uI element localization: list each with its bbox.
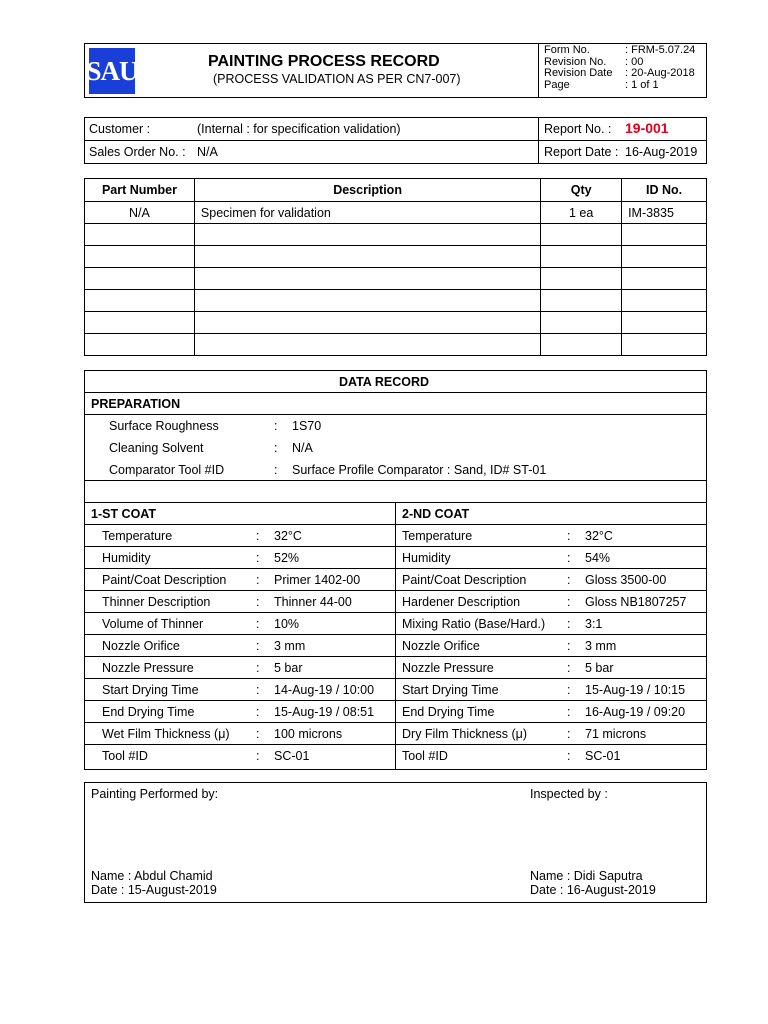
coat1-value: 10% (274, 617, 300, 631)
coat1-value: Thinner 44-00 (274, 595, 352, 609)
table-row (85, 224, 707, 246)
coat1-label: Humidity (102, 551, 151, 565)
coat2-colon: : (567, 727, 571, 741)
parts-cell (85, 334, 195, 356)
coat1-label: Thinner Description (102, 595, 211, 609)
preparation-divider (84, 414, 707, 415)
performed-by-date: Date : 15-August-2019 (91, 883, 217, 897)
parts-cell (85, 268, 195, 290)
table-row (85, 246, 707, 268)
parts-cell (622, 290, 707, 312)
parts-cell (622, 312, 707, 334)
coat2-value: SC-01 (585, 749, 621, 763)
coat2-colon: : (567, 749, 571, 763)
coat2-label: Nozzle Orifice (402, 639, 480, 653)
parts-header-row (85, 179, 707, 202)
coat2-label: Tool #ID (402, 749, 448, 763)
report-no-value: 19-001 (625, 120, 669, 136)
coat1-label: Start Drying Time (102, 683, 199, 697)
coat-row-divider (84, 656, 707, 657)
meta-value: : FRM-5.07.24 (625, 44, 696, 56)
coat-row-divider (84, 634, 707, 635)
meta-label: Page (544, 78, 570, 91)
coat-row-divider (84, 722, 707, 723)
company-logo (86, 48, 138, 94)
prep-value: N/A (292, 441, 313, 455)
coat-row-divider (84, 546, 707, 547)
prep-value: 1S70 (292, 419, 322, 433)
coat2-colon: : (567, 683, 571, 697)
meta-value: : 20-Aug-2018 (625, 67, 695, 79)
report-date-label: Report Date : (544, 145, 619, 159)
coat2-label: Hardener Description (402, 595, 521, 609)
coat1-value: Primer 1402-00 (274, 573, 361, 587)
table-row (85, 312, 707, 334)
coat1-colon: : (256, 639, 260, 653)
parts-cell (541, 312, 622, 334)
coat2-title: 2-ND COAT (402, 507, 470, 521)
form-title: PAINTING PROCESS RECORD (208, 53, 440, 70)
coat2-value: 54% (585, 551, 611, 565)
coat2-colon: : (567, 551, 571, 565)
info-col-divider (538, 117, 539, 164)
parts-header-cell: Qty (541, 179, 622, 202)
logo-text: SAU (86, 55, 138, 86)
coat1-colon: : (256, 573, 260, 587)
coat1-label: Temperature (102, 529, 173, 543)
coat1-value: 52% (274, 551, 300, 565)
data-record-title: DATA RECORD (338, 375, 430, 389)
coat2-colon: : (567, 595, 571, 609)
coat2-value: Gloss 3500-00 (585, 573, 667, 587)
parts-cell: 1 ea (541, 202, 622, 224)
coat1-value: SC-01 (274, 749, 310, 763)
coat2-value: 16-Aug-19 / 09:20 (585, 705, 686, 719)
coat-row-divider (84, 612, 707, 613)
parts-cell (85, 312, 195, 334)
coat2-value: 15-Aug-19 / 10:15 (585, 683, 686, 697)
coat2-label: Start Drying Time (402, 683, 499, 697)
coat1-colon: : (256, 727, 260, 741)
parts-cell (541, 268, 622, 290)
coat2-value: 71 microns (585, 727, 647, 741)
parts-cell (622, 334, 707, 356)
performed-by-label: Painting Performed by: (91, 787, 219, 801)
meta-label: Revision No. (544, 55, 607, 68)
parts-cell (622, 246, 707, 268)
prep-label: Cleaning Solvent (109, 441, 204, 455)
inspected-by-name: Name : Didi Saputra (530, 869, 643, 883)
parts-cell: N/A (85, 202, 195, 224)
form-subtitle: (PROCESS VALIDATION AS PER CN7-007) (213, 72, 461, 86)
report-no-label: Report No. : (544, 122, 612, 136)
coat1-value: 5 bar (274, 661, 303, 675)
coat1-colon: : (256, 661, 260, 675)
coat-row-divider (84, 524, 707, 525)
coat2-label: Dry Film Thickness (μ) (402, 727, 528, 741)
coat1-label: Wet Film Thickness (μ) (102, 727, 230, 741)
table-row (85, 202, 707, 224)
report-date-value: 16-Aug-2019 (625, 145, 698, 159)
prep-colon: : (274, 441, 278, 455)
coat-row-divider (84, 744, 707, 745)
coat1-label: Volume of Thinner (102, 617, 204, 631)
coat-col-divider (395, 502, 396, 770)
coat-row-divider (84, 590, 707, 591)
table-row (85, 268, 707, 290)
preparation-title: PREPARATION (91, 397, 181, 411)
coat2-colon: : (567, 573, 571, 587)
coat-row-divider (84, 678, 707, 679)
coat1-label: Tool #ID (102, 749, 148, 763)
parts-cell (541, 224, 622, 246)
parts-cell (622, 224, 707, 246)
parts-cell (541, 334, 622, 356)
coat2-value: Gloss NB1807257 (585, 595, 687, 609)
parts-cell (194, 268, 540, 290)
prep-colon: : (274, 463, 278, 477)
prep-label: Surface Roughness (109, 419, 219, 433)
coat2-label: Humidity (402, 551, 451, 565)
coat1-value: 15-Aug-19 / 08:51 (274, 705, 375, 719)
coat1-label: Nozzle Pressure (102, 661, 194, 675)
coat2-colon: : (567, 617, 571, 631)
customer-label: Customer : (89, 122, 151, 136)
meta-value: : 1 of 1 (625, 78, 659, 91)
coat2-colon: : (567, 705, 571, 719)
inspected-by-label: Inspected by : (530, 787, 608, 801)
parts-cell (194, 224, 540, 246)
coat2-value: 3 mm (585, 639, 617, 653)
coat2-label: Mixing Ratio (Base/Hard.) (402, 617, 546, 631)
coat2-label: Paint/Coat Description (402, 573, 527, 587)
parts-cell (541, 290, 622, 312)
prep-colon: : (274, 419, 278, 433)
coat2-colon: : (567, 661, 571, 675)
parts-cell (541, 246, 622, 268)
meta-label: Revision Date (544, 67, 613, 79)
coat1-colon: : (256, 617, 260, 631)
coat1-label: Nozzle Orifice (102, 639, 180, 653)
parts-header-cell: ID No. (622, 179, 707, 202)
parts-cell (194, 290, 540, 312)
parts-header-cell: Description (194, 179, 540, 202)
prep-end-divider-1 (84, 480, 707, 481)
coat1-value: 14-Aug-19 / 10:00 (274, 683, 375, 697)
coat1-title: 1-ST COAT (91, 507, 157, 521)
sales-order-label: Sales Order No. : (89, 145, 186, 159)
header-divider (538, 43, 539, 98)
prep-label: Comparator Tool #ID (109, 463, 225, 477)
coat2-value: 32°C (585, 529, 613, 543)
sales-order-value: N/A (197, 145, 218, 159)
table-row (85, 290, 707, 312)
coat2-value: 3:1 (585, 617, 603, 631)
info-row-divider (84, 140, 707, 141)
customer-value: (Internal : for specification validation) (197, 122, 401, 136)
coat2-label: Temperature (402, 529, 473, 543)
coat1-colon: : (256, 551, 260, 565)
parts-cell (194, 246, 540, 268)
parts-cell (85, 246, 195, 268)
data-record-divider (84, 392, 707, 393)
table-row (85, 334, 707, 356)
coat1-value: 100 microns (274, 727, 343, 741)
coat1-label: End Drying Time (102, 705, 195, 719)
parts-cell (194, 334, 540, 356)
coat2-colon: : (567, 529, 571, 543)
coat2-colon: : (567, 639, 571, 653)
parts-cell (622, 268, 707, 290)
prep-value: Surface Profile Comparator : Sand, ID# ST-01 (292, 463, 547, 477)
parts-cell (194, 312, 540, 334)
coat2-value: 5 bar (585, 661, 614, 675)
coat1-value: 32°C (274, 529, 302, 543)
parts-header-cell: Part Number (85, 179, 195, 202)
parts-cell: Specimen for validation (194, 202, 540, 224)
coat1-colon: : (256, 683, 260, 697)
coat1-colon: : (256, 705, 260, 719)
coat1-colon: : (256, 529, 260, 543)
coat2-label: Nozzle Pressure (402, 661, 494, 675)
coat1-label: Paint/Coat Description (102, 573, 227, 587)
coat2-label: End Drying Time (402, 705, 495, 719)
inspected-by-date: Date : 16-August-2019 (530, 883, 656, 897)
meta-value: : 00 (625, 55, 644, 68)
coat1-colon: : (256, 595, 260, 609)
coat1-colon: : (256, 749, 260, 763)
meta-label: Form No. (544, 44, 590, 56)
parts-cell (85, 224, 195, 246)
coat-row-divider (84, 568, 707, 569)
coat-row-divider (84, 700, 707, 701)
parts-cell (85, 290, 195, 312)
parts-cell: IM-3835 (622, 202, 707, 224)
parts-table (84, 178, 707, 356)
coat1-value: 3 mm (274, 639, 306, 653)
performed-by-name: Name : Abdul Chamid (91, 869, 213, 883)
